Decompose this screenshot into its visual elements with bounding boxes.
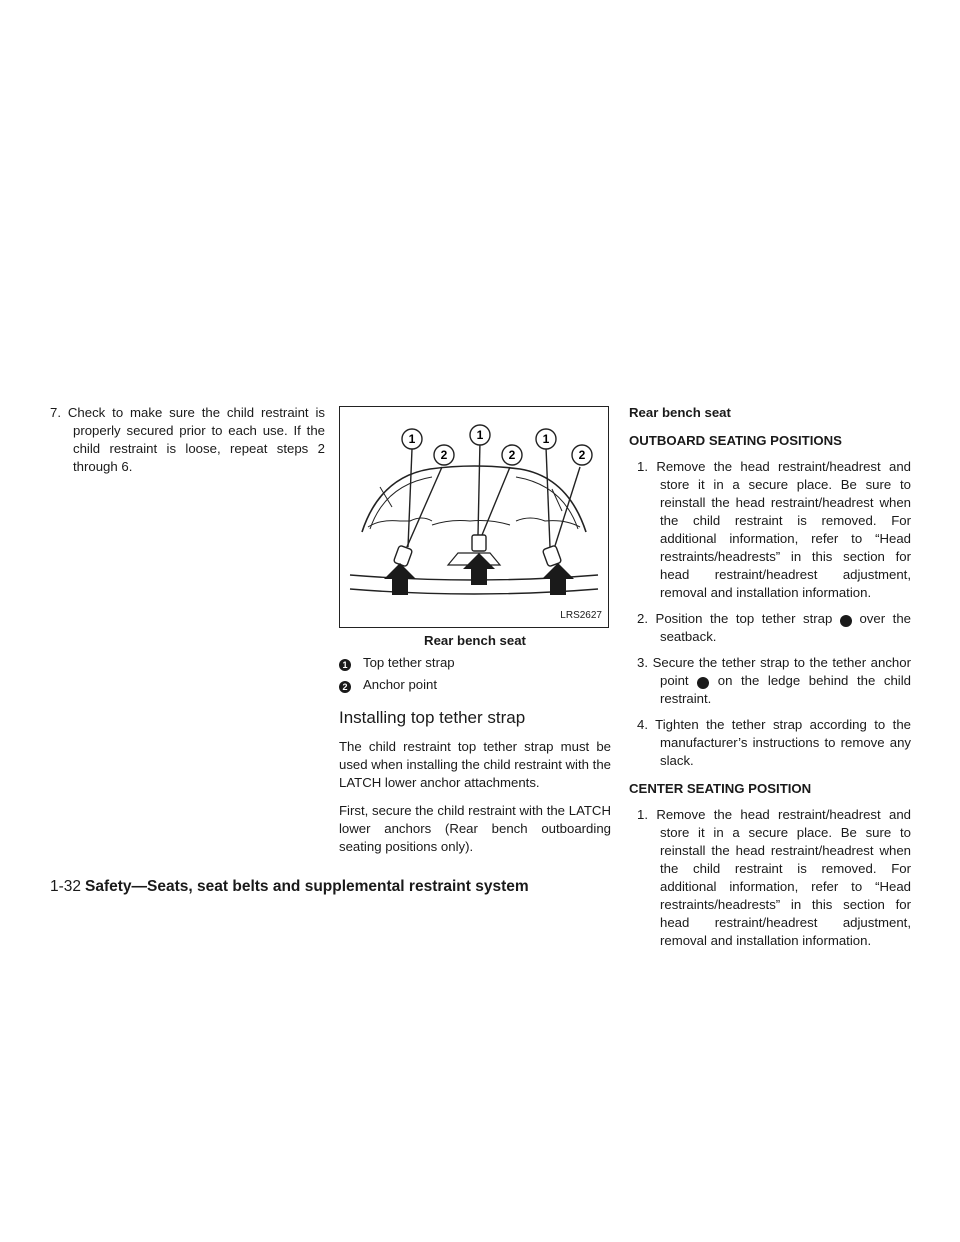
subsection-heading: Rear bench seat: [629, 405, 731, 420]
center-step-1: 1. Remove the head restraint/headrest and store it in a secure place. Be sure to reinstall the head restraint/headrest when the child restraint is removed. For additional information, refer to “Head restraints/headrests” in this section for head restraint/headrest adjustment, removal and installation information.: [637, 807, 911, 948]
page-number: 1-32: [50, 878, 82, 895]
legend-item-anchor-point: [339, 676, 611, 694]
callout-1: 1: [542, 432, 550, 446]
outboard-step-1: 1. Remove the head restraint/headrest and store it in a secure place. Be sure to reinstall the head restraint/headrest when the child restraint is removed. For additional information, refer to “Head restraints/headrests” in this section for head restraint/headrest adjustment, removal and installation information.: [637, 459, 911, 600]
paragraph: The child restraint top tether strap must be used when installing the child restraint with the LATCH lower anchor attachments.: [339, 739, 611, 790]
outboard-step-2: 2. Position the top tether strap 1 over the seatback.: [637, 611, 911, 644]
legend-item-top-tether: [339, 654, 611, 672]
figure-rear-bench-seat: [339, 406, 609, 628]
callout-1: 1: [408, 432, 416, 446]
step-7: [50, 404, 325, 476]
marker-2: 2: [697, 677, 709, 689]
callout-2: 2: [578, 448, 586, 462]
right-column: [629, 404, 911, 958]
figure-code: LRS2627: [560, 610, 602, 621]
callout-1: 1: [476, 428, 484, 442]
callout-2: 2: [508, 448, 516, 462]
middle-column: [339, 404, 611, 866]
center-heading: CENTER SEATING POSITION: [629, 781, 812, 796]
legend-marker: 1: [339, 659, 351, 671]
legend-label: Anchor point: [363, 677, 438, 692]
page-footer: [50, 878, 529, 896]
step-text: Check to make sure the child restraint is properly secured prior to each use. If the child restraint is loose, repeat steps 2 through 6.: [67, 405, 325, 474]
outboard-step-4: 4. Tighten the tether strap according to the manufacturer’s instructions to remove any slack.: [637, 717, 911, 768]
step-number: 7.: [50, 405, 61, 420]
section-heading: Installing top tether strap: [339, 708, 526, 727]
marker-1: 1: [840, 615, 852, 627]
paragraph: First, secure the child restraint with the LATCH lower anchors (Rear bench outboarding seating positions only).: [339, 803, 611, 854]
legend-marker: 2: [339, 681, 351, 693]
legend-label: Top tether strap: [363, 655, 455, 670]
outboard-step-3: 3. Secure the tether strap to the tether anchor point 2 on the ledge behind the child restraint.: [637, 655, 911, 706]
footer-section-title: Safety—Seats, seat belts and supplemental restraint system: [85, 878, 529, 895]
callout-2: 2: [440, 448, 448, 462]
figure-caption: Rear bench seat: [424, 633, 526, 648]
tether-diagram: [340, 407, 608, 627]
left-column: [50, 404, 325, 484]
outboard-heading: OUTBOARD SEATING POSITIONS: [629, 433, 842, 448]
